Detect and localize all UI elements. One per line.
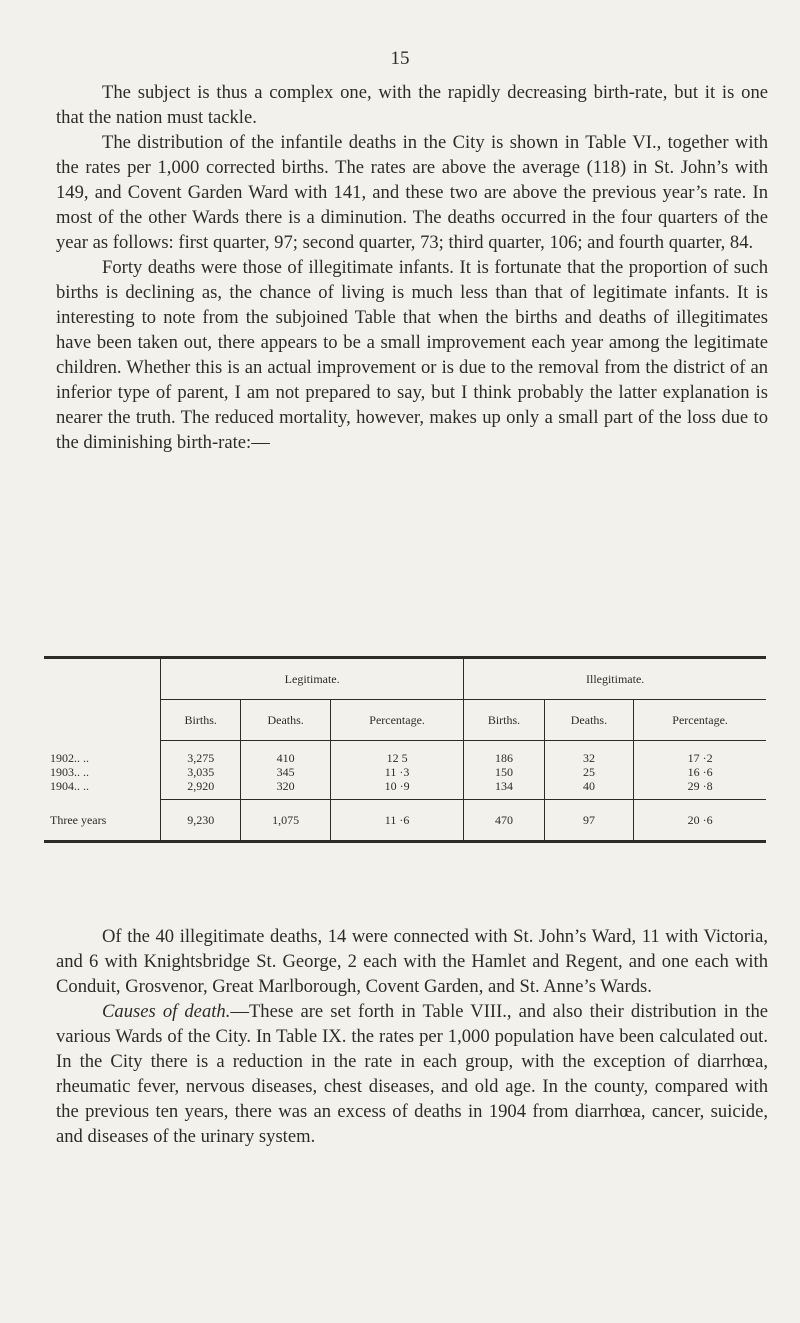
legitimate-percentage-cell: 12 5 (330, 741, 463, 766)
legitimate-percentage-total: 11 ·6 (330, 800, 463, 842)
causes-body: —These are set forth in Table VIII., and also their distribution in the various Wards of the City. In Table IX. the rates per 1,000 population have been calculated out. In the City there is a reduction in the rate in each group, with the exception of diarrhœa, rheumatic fever, nervous diseases, chest diseases, and old age. In the county, compared with the previous ten years, there was an excess of deaths in 1904 from diarrhœa, cancer, suicide, and diseases of the urinary system. (56, 1001, 768, 1147)
legitimate-births-cell: 3,035 (161, 765, 241, 779)
paragraph: Forty deaths were those of illegitimate infants. It is fortunate that the proportion of such births is declining as, the chance of living is much less than that of legitimate infants. It is interesting to note from the subjoined Table that when the births and deaths of illegitimates have been taken out, there appears to be a small improvement each year among the legitimate children. Whether this is an actual improvement or is due to the removal from the district of an inferior type of parent, I am not prepared to say, but I think probably the latter explanation is nearer the truth. The reduced mortality, however, makes up only a small part of the loss due to the diminishing birth-rate:— (56, 257, 768, 453)
illegitimate-percentage-header: Percentage. (634, 700, 766, 741)
mortality-table (44, 656, 766, 843)
legitimate-births-total: 9,230 (161, 800, 241, 842)
illegitimate-births-total: 470 (464, 800, 544, 842)
illegitimate-percentage-total: 20 ·6 (634, 800, 766, 842)
illegitimate-births-header: Births. (464, 700, 544, 741)
table-total-row (44, 800, 766, 842)
illegitimate-births-cell: 186 (464, 741, 544, 766)
total-row-label: Three years (50, 812, 107, 827)
paragraph-causes-of-death (56, 999, 768, 1149)
table-row (44, 779, 766, 800)
illegitimate-births-cell: 134 (464, 779, 544, 800)
legitimate-deaths-cell: 320 (241, 779, 330, 800)
legitimate-percentage-header: Percentage. (330, 700, 463, 741)
row-label-header (44, 658, 161, 741)
row-label: 1902.. .. (50, 750, 89, 765)
illegitimate-deaths-header: Deaths. (544, 700, 633, 741)
legitimate-deaths-header: Deaths. (241, 700, 330, 741)
illegitimate-percentage-cell: 16 ·6 (634, 765, 766, 779)
legitimate-births-cell: 3,275 (161, 741, 241, 766)
illegitimate-deaths-total: 97 (544, 800, 633, 842)
illegitimate-percentage-cell: 29 ·8 (634, 779, 766, 800)
mortality-table-wrap (44, 656, 766, 843)
illegitimate-deaths-cell: 25 (544, 765, 633, 779)
causes-heading: Causes of death. (102, 1001, 231, 1022)
legitimate-births-header: Births. (161, 700, 241, 741)
legitimate-deaths-cell: 345 (241, 765, 330, 779)
legitimate-births-cell: 2,920 (161, 779, 241, 800)
paragraph: The subject is thus a complex one, with the rapidly decreasing birth-rate, but it is one that the nation must tackle. (56, 82, 768, 128)
legitimate-percentage-cell: 11 ·3 (330, 765, 463, 779)
page-number: 15 (390, 48, 410, 69)
legitimate-percentage-cell: 10 ·9 (330, 779, 463, 800)
illegitimate-deaths-cell: 40 (544, 779, 633, 800)
legitimate-group-header: Legitimate. (161, 658, 464, 700)
illegitimate-percentage-cell: 17 ·2 (634, 741, 766, 766)
legitimate-deaths-cell: 410 (241, 741, 330, 766)
body-text-top (56, 80, 768, 455)
paragraph: The distribution of the infantile deaths in the City is shown in Table VI., together with the rates per 1,000 corrected births. The rates are above the average (118) in St. John’s with 149, and Covent Garden Ward with 141, and these two are above the previous year’s rate. In most of the other Wards there is a diminution. The deaths occurred in the four quarters of the year as follows: first quarter, 97; second quarter, 73; third quarter, 106; and fourth quarter, 84. (56, 132, 768, 253)
row-label: 1904.. .. (50, 779, 89, 794)
legitimate-deaths-total: 1,075 (241, 800, 330, 842)
table-row (44, 765, 766, 779)
table-row (44, 741, 766, 766)
paragraph: Of the 40 illegitimate deaths, 14 were connected with St. John’s Ward, 11 with Victoria, and 6 with Knightsbridge St. George, 2 each with the Hamlet and Regent, and one each with Conduit, Grosvenor, Great Marlborough, Covent Garden, and St. Anne’s Wards. (56, 926, 768, 997)
illegitimate-deaths-cell: 32 (544, 741, 633, 766)
body-text-bottom (56, 924, 768, 1149)
illegitimate-group-header: Illegitimate. (464, 658, 766, 700)
row-label: 1903.. .. (50, 765, 89, 779)
illegitimate-births-cell: 150 (464, 765, 544, 779)
